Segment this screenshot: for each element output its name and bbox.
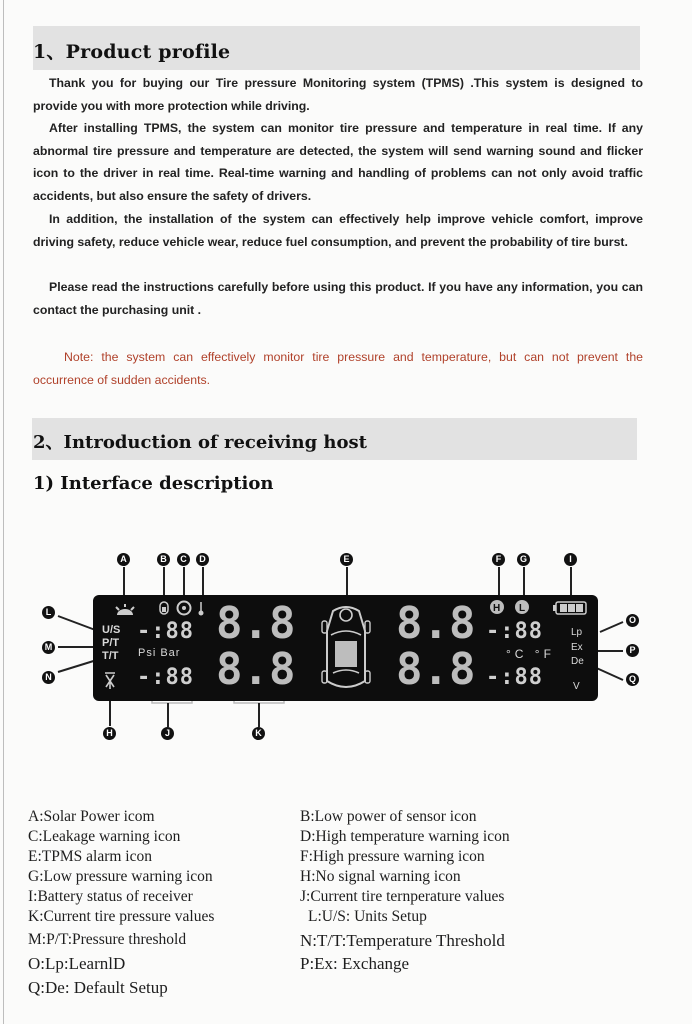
callout-p: P [626, 644, 639, 657]
callout-o: O [626, 614, 639, 627]
leader-h [109, 700, 111, 726]
legend-i: I:Battery status of receiver [28, 888, 193, 905]
interface-subtitle: 1) Interface description [33, 473, 274, 494]
legend-q: Q:De: Default Setup [28, 978, 168, 997]
legend-e: E:TPMS alarm icon [28, 848, 152, 865]
units-setup-label: U/S [102, 624, 121, 636]
pressure-units: Psi Bar [138, 647, 181, 659]
exchange-label: Ex [571, 642, 583, 653]
leakage-icon [176, 600, 192, 616]
default-setup-label: De [571, 656, 584, 667]
callout-i: I [564, 553, 577, 566]
legend-f: F:High pressure warning icon [300, 848, 485, 865]
high-pressure-icon [489, 599, 505, 615]
pressure-threshold-digits: -:88 [137, 619, 194, 644]
paragraph-2: After installing TPMS, the system can monitor tire pressure and temperature in real time. If any abnormal tire pressure and temperature are detected, the system will send warning sound and flicker icon to the driver in real time. Real-time warning and handling of problems can not only avoid traffic accidents, but also ensure the safety of drivers. [33, 121, 643, 203]
learn-id-label: Lp [571, 627, 583, 638]
pressure-big-bottom: 8.8 [216, 644, 296, 695]
callout-h: H [103, 727, 116, 740]
legend-l: L:U/S: Units Setup [308, 908, 427, 925]
callout-q: Q [626, 673, 639, 686]
callout-c: C [177, 553, 190, 566]
voltage-label: V [573, 681, 580, 692]
callout-g: G [517, 553, 530, 566]
legend-b: B:Low power of sensor icon [300, 808, 477, 825]
lcd-display [93, 595, 598, 701]
temp-value-digits: -:88 [137, 665, 194, 690]
callout-e: E [340, 553, 353, 566]
legend-j: J:Current tire ternperature values [300, 888, 505, 905]
temp-right-bottom: -:88 [486, 665, 543, 690]
high-temp-icon [197, 601, 205, 617]
low-battery-sensor-icon [158, 600, 170, 616]
callout-l: L [42, 606, 55, 619]
callout-a: A [117, 553, 130, 566]
solar-icon [113, 603, 137, 617]
legend-n: N:T/T:Temperature Threshold [300, 931, 505, 950]
section1-title: 1、Product profile [33, 41, 231, 63]
pressure-big-top: 8.8 [216, 598, 296, 649]
callout-d: D [196, 553, 209, 566]
car-tpms-icon [321, 601, 371, 695]
callout-j: J [161, 727, 174, 740]
callout-m: M [42, 641, 55, 654]
callout-k: K [252, 727, 265, 740]
legend-a: A:Solar Power icom [28, 808, 155, 825]
battery-icon [553, 601, 589, 615]
legend-d: D:High temperature warning icon [300, 828, 510, 845]
legend-k: K:Current tire pressure values [28, 908, 215, 925]
warning-note: Note: the system can effectively monitor tire pressure and temperature, but can not prevent the occurrence of sudden accidents. [33, 350, 643, 387]
no-signal-icon [103, 671, 117, 689]
section2-title: 2、Introduction of receiving host [33, 432, 367, 453]
paragraph-1: Thank you for buying our Tire pressure Monitoring system (TPMS) .This system is designed to provide you with more protection while driving. [33, 76, 643, 113]
temp-threshold-label: T/T [102, 650, 119, 662]
pressure-threshold-label: P/T [102, 637, 120, 649]
legend-m: M:P/T:Pressure threshold [28, 931, 187, 948]
svg-text:L: L [519, 603, 526, 614]
paragraph-3: In addition, the installation of the system can effectively help improve vehicle comfort, improve driving safety, reduce vehicle wear, reduce fuel consumption, and prevent the probability of tire burst. [33, 212, 643, 249]
leader-j [167, 703, 169, 727]
svg-text:H: H [493, 603, 501, 614]
legend-g: G:Low pressure warning icon [28, 868, 213, 885]
legend-h: H:No signal warning icon [300, 868, 461, 885]
legend-c: C:Leakage warning icon [28, 828, 181, 845]
callout-n: N [42, 671, 55, 684]
leader-k [258, 703, 260, 727]
pressure-big-right-top: 8.8 [396, 598, 476, 649]
callout-b: B [157, 553, 170, 566]
temp-units: °C °F [506, 647, 555, 661]
pressure-big-right-bottom: 8.8 [396, 644, 476, 695]
callout-f: F [492, 553, 505, 566]
paragraph-4: Please read the instructions carefully before using this product. If you have any information, you can contact the purchasing unit . [33, 280, 643, 317]
temp-right-top: -:88 [486, 619, 543, 644]
legend-p: P:Ex: Exchange [300, 954, 410, 973]
legend-o: O:Lp:LearnlD [28, 954, 126, 973]
low-pressure-icon [514, 599, 530, 615]
